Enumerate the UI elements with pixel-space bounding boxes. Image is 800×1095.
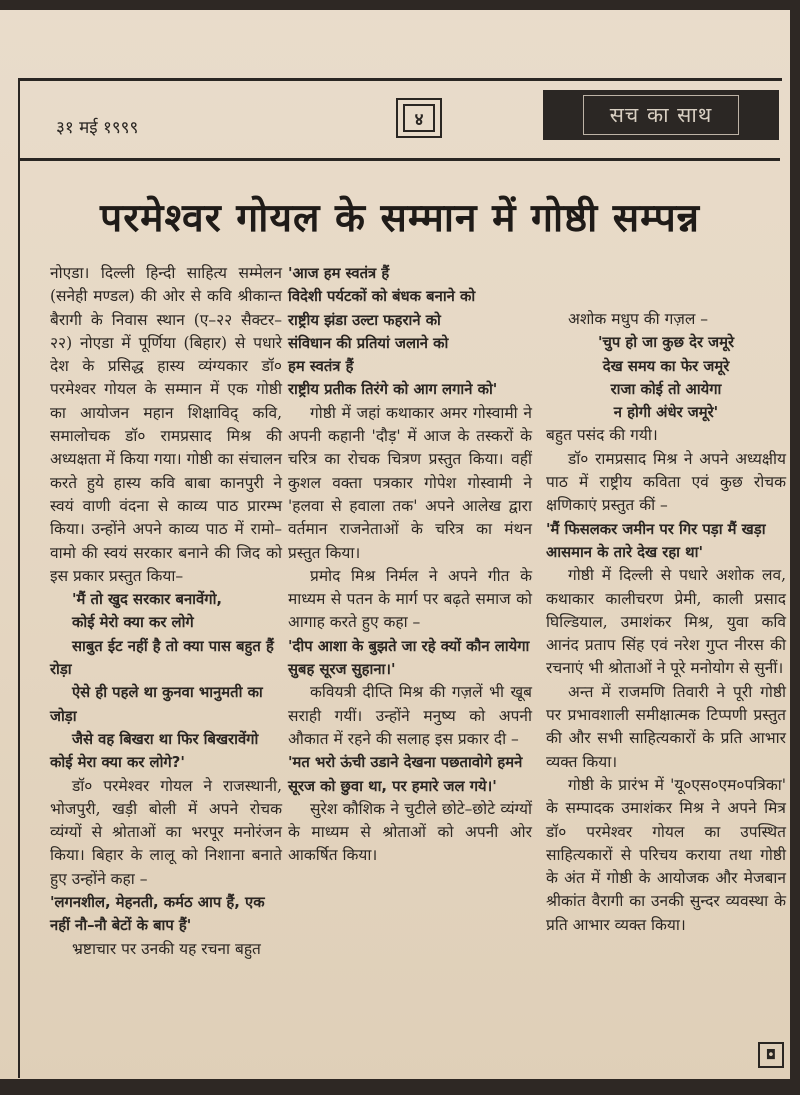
end-mark-icon: ◘ — [758, 1042, 784, 1068]
masthead-title: सच का साथ — [583, 95, 740, 135]
article-headline: परमेश्वर गोयल के सम्मान में गोष्ठी सम्पन्न — [100, 195, 700, 241]
verse-line: जैसे वह बिखरा था फिर बिखरावेंगो कोई मेरा क्या कर लोगे?' — [50, 730, 259, 772]
header-bottom-rule — [20, 158, 780, 161]
page-number-box — [396, 98, 442, 138]
verse-line: ऐसे ही पहले था कुनवा भानुमती का जोड़ा — [50, 684, 263, 725]
verse-line: 'मत भरो ऊंची उडाने देखना पछतावोगे हमने सूरज को छुवा था, पर हमारे जल गये।' — [288, 754, 523, 795]
article-paragraph: भ्रष्टाचार पर उनकी यह रचना बहुत — [72, 939, 261, 958]
article-paragraph: अशोक मधुप की गज़ल – — [568, 310, 709, 328]
article-paragraph: सुरेश कौशिक ने चुटीले छोटे–छोटे व्यंग्यों के माध्यम से श्रोताओं को अपनी ओर आकर्षित किया। — [288, 799, 532, 865]
masthead — [543, 90, 779, 140]
verse-line: 'चुप हो जा कुछ देर जमूरे — [597, 334, 735, 352]
article-paragraph: डॉ० रामप्रसाद मिश्र ने अपने अध्यक्षीय पाठ में राष्ट्रीय कविता एवं कुछ रोचक क्षणिकाएं प्रस्तुत कीं – — [546, 449, 786, 515]
verse-line: 'मैं तो खुद सरकार बनावेंगो, — [72, 591, 223, 609]
verse-line: हम स्वतंत्र हैं — [288, 358, 354, 376]
verse-line: साबुत ईट नहीं है तो क्या पास बहुत हैं रोड़ा — [50, 637, 274, 679]
header-rule — [18, 78, 782, 81]
article-column-1 — [50, 262, 282, 961]
article-paragraph: अन्त में राजमणि तिवारी ने पूरी गोष्ठी पर प्रभावशाली समीक्षात्मक टिप्पणी प्रस्तुत की और सभी साहित्यकारों के प्रति आभार व्यक्त किया। — [546, 682, 786, 771]
article-paragraph: डॉ० परमेश्वर गोयल ने राजस्थानी, भोजपुरी, खड़ी बोली में अपने रोचक व्यंग्यों से श्रोताओं का भरपूर मनोरंजन किया। बिहार के लालू को निशाना बनाते हुए उन्होंने कहा – — [50, 776, 282, 888]
article-paragraph: गोष्ठी में जहां कथाकार अमर गोस्वामी ने अपनी कहानी 'दौड़' में आज के तस्करों के चरित्र का रोचक चित्रण प्रस्तुत किया। वहीं कुशल वक्ता पत्रकार गोपेश गोस्वामी ने 'हलवा से हवाला तक' अपने आलेख द्वारा वर्तमान राजनेताओं के चरित्र का मंथन प्रस्तुत किया। — [288, 403, 532, 562]
verse-line: संविधान की प्रतियां जलाने को — [288, 334, 449, 352]
verse-line: देख समय का फेर जमूरे — [602, 357, 730, 375]
article-paragraph: गोष्ठी के प्रारंभ में 'यू०एस०एम०पत्रिका' के सम्पादक उमाशंकर मिश्र ने अपने मित्र डॉ० परमेश्वर गोयल का उपस्थित साहित्यकारों से परिचय कराया तथा गोष्ठी के अंत में गोष्ठी के आयोजक और मेजबान श्रीकांत वैरागी का उनकी सुन्दर व्यवस्था के प्रति आभार व्यक्त किया। — [546, 775, 786, 934]
verse-line: 'आज हम स्वतंत्र हैं — [288, 265, 390, 282]
article-paragraph: नोएडा। दिल्ली हिन्दी साहित्य सम्मेलन (सनेही मण्डल) की ओर से कवि श्रीकान्त बैरागी के निवास स्थान (ए–२२ सैक्टर–२२) नोएडा में पूर्णिया (बिहार) से पधारे देश के प्रसिद्ध हास्य व्यंग्यकार डॉ० परमेश्वर गोयल के सम्मान में एक गोष्ठी का आयोजन महान शिक्षाविद् कवि, समालोचक डॉ० रामप्रसाद मिश्र की अध्यक्षता में किया गया। गोष्ठी का संचालन करते हुये हास्य कवि बाबा कानपुरी ने स्वयं वाणी वंदना से काव्य पाठ प्रारम्भ किया। उन्होंने अपने काव्य पाठ में रामो–वामो की स्वयं सरकार बनाने की जिद को इस प्रकार प्रस्तुत किया– — [50, 264, 282, 585]
verse-line: राजा कोई तो आयेगा — [610, 380, 722, 398]
verse-line: राष्ट्रीय झंडा उल्टा फहराने को — [288, 311, 441, 329]
verse-line: 'दीप आशा के बुझते जा रहे क्यों कौन लायेगा सुबह सूरज सुहाना।' — [288, 637, 530, 679]
issue-date: ३१ मई १९९९ — [56, 118, 139, 138]
article-paragraph: प्रमोद मिश्र निर्मल ने अपने गीत के माध्यम से पतन के मार्ग पर बढ़ते समाज को आगाह करते हुए कहा – — [288, 566, 532, 632]
verse-line: 'मैं फिसलकर जमीन पर गिर पड़ा मैं खड़ा आसमान के तारे देख रहा था' — [546, 520, 766, 561]
article-column-2 — [288, 262, 532, 868]
article-paragraph: कवियत्री दीप्ति मिश्र की गज़लें भी खूब सराही गयीं। उन्होंने मनुष्य को अपनी औकात में रहने की सलाह इस प्रकार दी – — [288, 683, 532, 748]
scan-border-bottom — [0, 1079, 800, 1095]
article-paragraph: बहुत पसंद की गयी। — [546, 426, 658, 445]
page-number: ४ — [403, 104, 435, 132]
verse-line: राष्ट्रीय प्रतीक तिरंगे को आग लगाने को' — [288, 381, 498, 399]
scan-border-right — [790, 0, 800, 1095]
verse-line: विदेशी पर्यटकों को बंधक बनाने को — [288, 288, 476, 306]
verse-line: कोई मेरो क्या कर लोगे — [72, 614, 194, 632]
scan-border-top — [0, 0, 800, 10]
article-paragraph: गोष्ठी में दिल्ली से पधारे अशोक लव, कथाकार कालीचरण प्रेमी, काली प्रसाद घिल्डियाल, उमाशंकर मिश्र, युवा कवि आनंद प्रताप सिंह एवं नरेश गुप्त नीरस की रचनाएं भी श्रोताओं ने पूरे मनोयोग से सुनीं। — [546, 566, 786, 678]
verse-line: न होगी अंधेर जमूरे' — [613, 404, 719, 422]
verse-line: 'लगनशील, मेहनती, कर्मठ आप हैं, एक नहीं नौ–नौ बेटों के बाप हैं' — [50, 894, 265, 935]
article-column-3 — [546, 308, 786, 937]
left-rule — [18, 78, 20, 1078]
